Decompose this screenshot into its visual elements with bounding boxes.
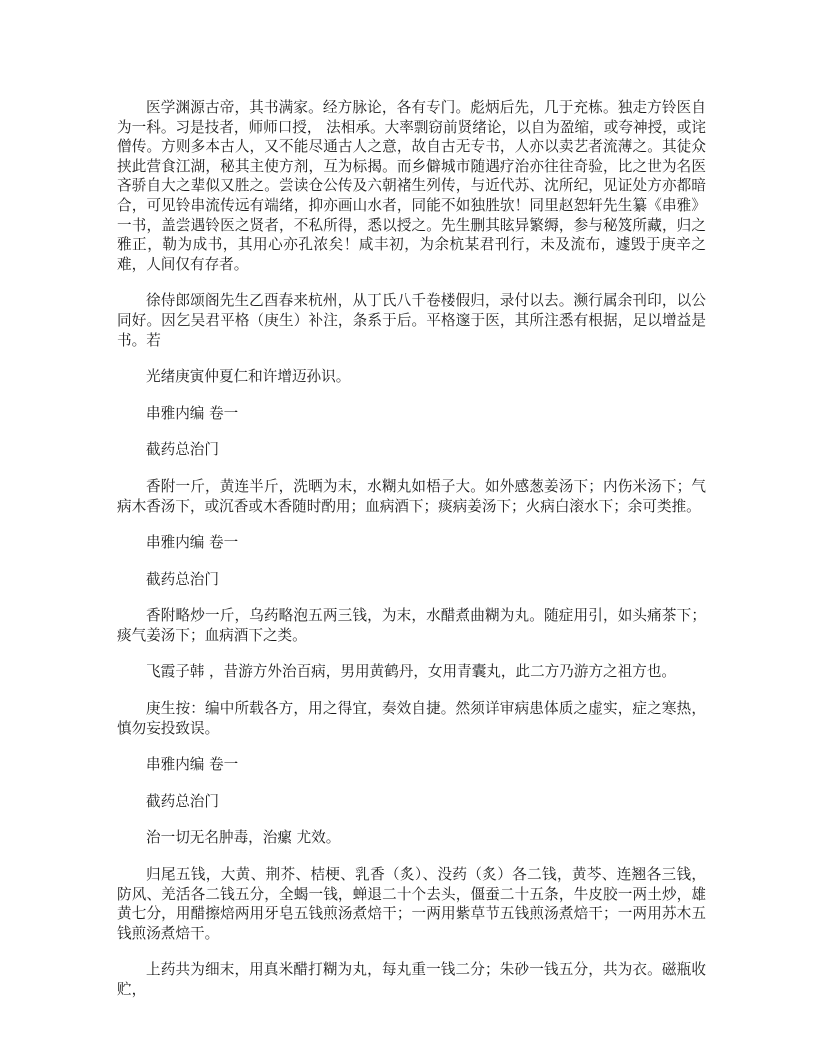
section-heading: 截药总治门 [146,441,219,459]
recipe-paragraph: 上药共为细末，用真米醋打糊为丸，每丸重一钱二分；朱砂一钱五分，共为衣。磁瓶收贮， [117,961,706,998]
commentary-paragraph: 庚生按：编中所载各方，用之得宜，奏效自捷。然须详审病患体质之虚实，症之寒热，慎勿妄投致误。 [117,700,706,737]
document-body [117,98,706,1017]
volume-heading: 串雅内编 卷一 [146,756,239,774]
volume-heading: 串雅内编 卷一 [146,534,239,552]
recipe-paragraph: 归尾五钱，大黄、荆芥、桔梗、乳香（炙）、没药（炙）各二钱，黄芩、连翘各三钱，防风、羌活各二钱五分，全蝎一钱，蝉退二十个去头，僵蚕二十五条，牛皮胶一两土炒，雄黄七分，用醋擦焙两用牙皂五钱煎汤煮焙干；一两用紫草节五钱煎汤煮焙干；一两用苏木五钱煎汤煮焙干。 [117,866,706,942]
recipe-paragraph: 香附略炒一斤，乌药略泡五两三钱，为末，水醋煮曲糊为丸。随症用引，如头痛茶下；痰气姜汤下；血病酒下之类。 [117,607,706,644]
section-heading: 截药总治门 [146,792,219,810]
volume-heading: 串雅内编 卷一 [146,404,239,422]
indication-paragraph: 治一切无名肿毒，治瘰 尤效。 [146,829,341,847]
recipe-paragraph: 香附一斤，黄连半斤，洗晒为末，水糊丸如梧子大。如外感葱姜汤下；内伤米汤下；气病木香汤下，或沉香或木香随时酌用；血病酒下；痰病姜汤下；火病白滚水下；余可类推。 [117,477,706,515]
preface-signature: 光绪庚寅仲夏仁和许增迈孙识。 [146,368,351,386]
note-paragraph: 飞霞子韩 ，昔游方外治百病，男用黄鹤丹，女用青囊丸，此二方乃游方之祖方也。 [146,663,677,681]
preface-paragraph: 徐侍郎颂阁先生乙酉春来杭州，从丁氏八千卷楼假归，录付以去。濒行属余刊印，以公同好。因乞吴君平格（庚生）补注，条系于后。平格邃于医，其所注悉有根据，足以增益是书。若 [117,292,706,349]
section-heading: 截药总治门 [146,570,219,588]
preface-paragraph: 医学渊源古帝，其书满家。经方脉论，各有专门。彪炳后先，几于充栋。独走方铃医自为一科。习是技者，师师口授， 法相承。大率剽窃前贤绪论，以自为盈缩，或夸神授，或诧僧传。方则多本古人，又不能尽通古人之意，故自古无专书，人亦以卖艺者流薄之。其徒众挟此营食江湖，秘其主使方剂，互为标揭。而乡僻城市随遇疗治亦往往奇验，比之世为名医吝骄自大之辈似又胜之。尝读仓公传及六朝褚生列传，与近代苏、沈所纪，见证处方亦都暗合，可见铃串流传远有端绪，抑亦画山水者，同能不如独胜欤！同里赵恕轩先生纂《串雅》一书，盖尝遇铃医之贤者，不私所得，悉以授之。先生删其眩异繁缛，参与秘笈所藏，归之雅正，勒为成书，其用心亦孔浓矣！咸丰初，为余杭某君刊行，未及流布，遽毁于庚辛之难，人间仅有存者。 [117,99,706,273]
